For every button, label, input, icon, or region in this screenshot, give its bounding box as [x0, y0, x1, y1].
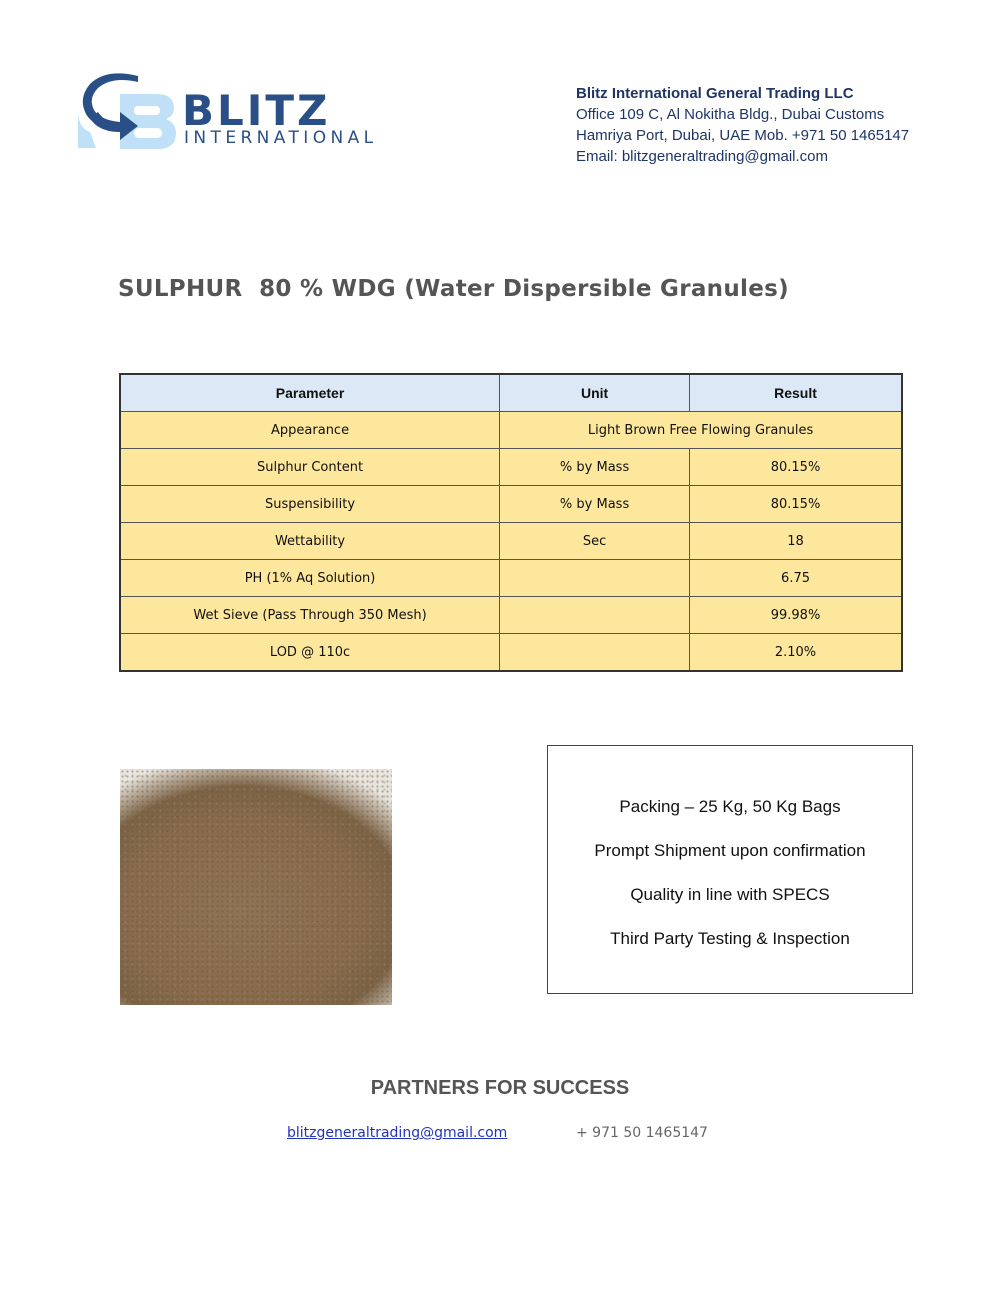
- company-address-line1: Office 109 C, Al Nokitha Bldg., Dubai Customs: [576, 106, 885, 123]
- parameter-cell: Suspensibility: [120, 486, 500, 523]
- table-header-row: [120, 374, 902, 412]
- parameter-cell: Wet Sieve (Pass Through 350 Mesh): [120, 597, 500, 634]
- table-row: [120, 486, 902, 523]
- column-header-result: Result: [690, 374, 902, 412]
- features-box: [547, 745, 913, 994]
- table-row: [120, 597, 902, 634]
- parameter-cell: Appearance: [120, 412, 500, 449]
- parameter-cell: Wettability: [120, 523, 500, 560]
- company-email-line: Email: blitzgeneraltrading@gmail.com: [576, 148, 828, 165]
- unit-cell: Sec: [500, 523, 690, 560]
- result-cell: 2.10%: [690, 634, 902, 672]
- photo-grain-texture: [120, 769, 392, 1005]
- table-row: [120, 412, 902, 449]
- table-row: [120, 560, 902, 597]
- table-row: [120, 634, 902, 672]
- feature-packing: Packing – 25 Kg, 50 Kg Bags: [619, 797, 841, 816]
- company-address-line2: Hamriya Port, Dubai, UAE Mob. +971 50 1465147: [576, 127, 910, 144]
- specification-table: [119, 373, 903, 672]
- feature-testing: Third Party Testing & Inspection: [610, 929, 850, 948]
- unit-cell: [500, 634, 690, 672]
- product-granules-photo: [120, 769, 392, 1005]
- feature-quality: Quality in line with SPECS: [630, 885, 830, 904]
- unit-cell: % by Mass: [500, 449, 690, 486]
- blitz-logo-arrow-icon: [76, 68, 180, 152]
- unit-cell: % by Mass: [500, 486, 690, 523]
- table-row: [120, 523, 902, 560]
- logo-wordmark: BLITZ: [182, 86, 331, 135]
- company-name: Blitz International General Trading LLC: [576, 85, 854, 102]
- footer-email-link[interactable]: blitzgeneraltrading@gmail.com: [287, 1125, 508, 1141]
- table-row: [120, 449, 902, 486]
- column-header-unit: Unit: [500, 374, 690, 412]
- appearance-value-cell: Light Brown Free Flowing Granules: [500, 412, 902, 449]
- product-title: SULPHUR 80 % WDG (Water Dispersible Granules): [118, 276, 789, 302]
- footer-phone: + 971 50 1465147: [576, 1125, 708, 1141]
- result-cell: 6.75: [690, 560, 902, 597]
- unit-cell: [500, 560, 690, 597]
- result-cell: 80.15%: [690, 449, 902, 486]
- result-cell: 80.15%: [690, 486, 902, 523]
- parameter-cell: Sulphur Content: [120, 449, 500, 486]
- parameter-cell: PH (1% Aq Solution): [120, 560, 500, 597]
- column-header-parameter: Parameter: [120, 374, 500, 412]
- result-cell: 18: [690, 523, 902, 560]
- result-cell: 99.98%: [690, 597, 902, 634]
- footer-tagline: PARTNERS FOR SUCCESS: [370, 1077, 630, 1099]
- unit-cell: [500, 597, 690, 634]
- logo-subtitle: INTERNATIONAL: [184, 128, 378, 148]
- company-info: [576, 83, 909, 167]
- feature-shipment: Prompt Shipment upon confirmation: [594, 841, 866, 860]
- company-logo: [76, 68, 386, 158]
- parameter-cell: LOD @ 110c: [120, 634, 500, 672]
